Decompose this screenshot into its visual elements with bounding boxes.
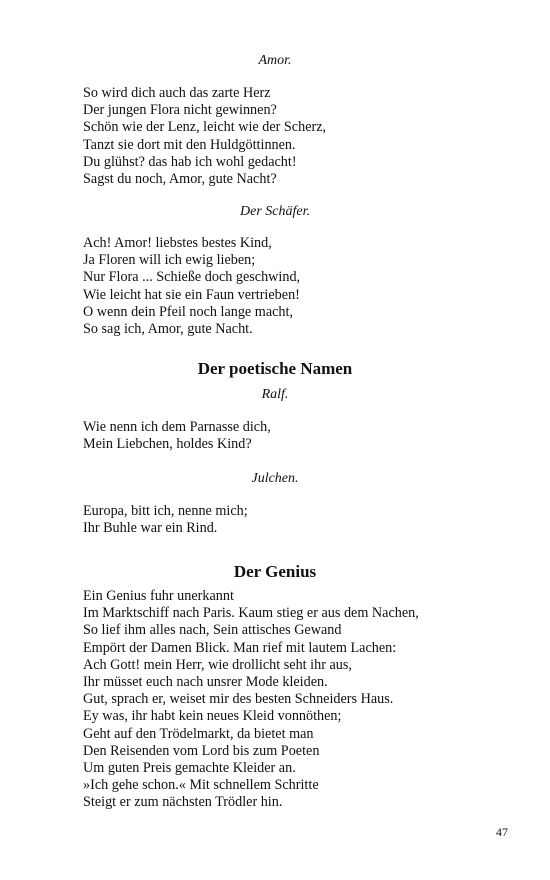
verse-line: Mein Liebchen, holdes Kind?: [83, 436, 252, 453]
verse-line: Ein Genius fuhr unerkannt: [83, 588, 234, 604]
speaker-julchen: Julchen.: [251, 471, 299, 486]
page-number: 47: [496, 825, 508, 839]
verse-line: Wie leicht hat sie ein Faun vertrieben!: [83, 286, 300, 303]
verse-line: Im Marktschiff nach Paris. Kaum stieg er aus dem Nachen,: [83, 605, 419, 622]
verse-line: So wird dich auch das zarte Herz: [83, 85, 271, 101]
verse-line: Um guten Preis gemachte Kleider an.: [83, 760, 296, 777]
stanza-schaefer: [83, 235, 523, 338]
verse-line: Wie nenn ich dem Parnasse dich,: [83, 419, 271, 435]
verse-line: Schön wie der Lenz, leicht wie der Scherz,: [83, 119, 327, 136]
verse-line: Sagst du noch, Amor, gute Nacht?: [83, 171, 277, 188]
verse-line: Nur Flora ... Schieße doch geschwind,: [83, 269, 301, 286]
poem-title: Der Genius: [233, 562, 317, 581]
verse-line: Ach Gott! mein Herr, wie drollicht seht ihr aus,: [83, 656, 352, 673]
verse-line: Ja Floren will ich ewig lieben;: [83, 252, 256, 269]
poem-genius-body: [83, 588, 523, 812]
stanza-julchen: [83, 503, 523, 537]
stanza-amor: [83, 85, 523, 188]
verse-line: Den Reisenden vom Lord bis zum Poeten: [83, 742, 320, 759]
verse-line: So sag ich, Amor, gute Nacht.: [83, 321, 253, 338]
poem-title: Der poetische Namen: [197, 359, 353, 378]
stanza-ralf: [83, 419, 523, 453]
verse-line: Ey was, ihr habt kein neues Kleid vonnöthen;: [83, 708, 342, 725]
speaker-schaefer: Der Schäfer.: [240, 204, 310, 219]
verse-line: »Ich gehe schon.« Mit schnellem Schritte: [83, 777, 319, 794]
verse-line: Ihr Buhle war ein Rind.: [83, 520, 218, 537]
verse-line: Europa, bitt ich, nenne mich;: [83, 503, 248, 519]
verse-line: So lief ihm alles nach, Sein attisches Gewand: [83, 622, 342, 639]
verse-line: Gut, sprach er, weiset mir des besten Schneiders Haus.: [83, 691, 394, 708]
verse-line: Empört der Damen Blick. Man rief mit lautem Lachen:: [83, 639, 397, 656]
verse-line: Tanzt sie dort mit den Huldgöttinnen.: [83, 136, 296, 153]
verse-line: Der jungen Flora nicht gewinnen?: [83, 102, 277, 119]
verse-line: Ihr müsset euch nach unsrer Mode kleiden.: [83, 674, 328, 691]
speaker-ralf: Ralf.: [261, 387, 289, 402]
verse-line: Geht auf den Trödelmarkt, da bietet man: [83, 725, 314, 742]
speaker-amor: Amor.: [258, 53, 292, 68]
verse-line: Ach! Amor! liebstes bestes Kind,: [83, 235, 272, 251]
verse-line: O wenn dein Pfeil noch lange macht,: [83, 303, 293, 320]
verse-line: Du glühst? das hab ich wohl gedacht!: [83, 153, 297, 170]
verse-line: Steigt er zum nächsten Trödler hin.: [83, 794, 283, 811]
